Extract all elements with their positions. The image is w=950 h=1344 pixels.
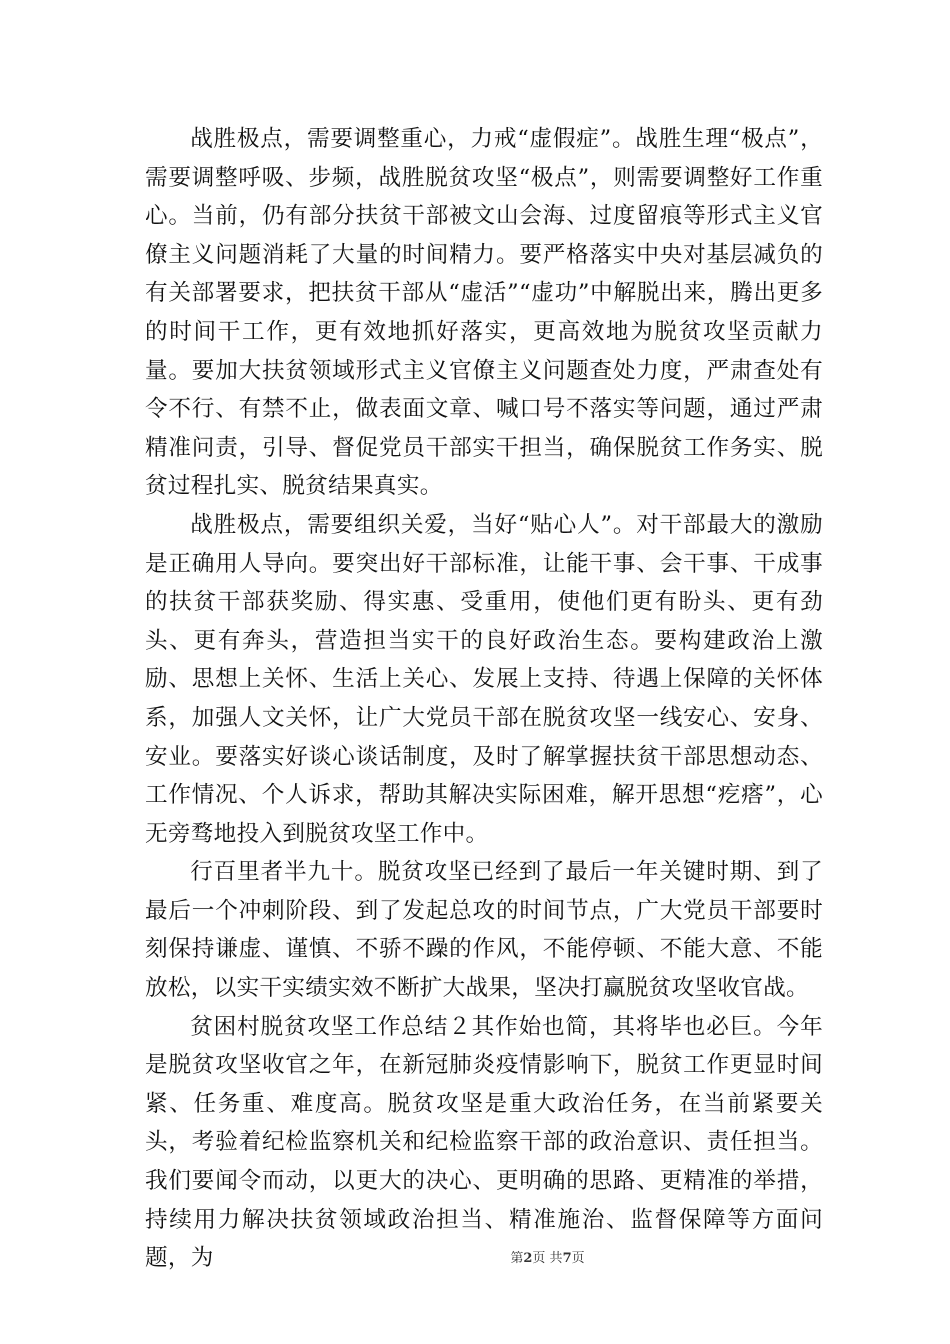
page-footer (0, 1247, 950, 1266)
paragraph-2: 战胜极点，需要组织关爱，当好“贴心人”。对干部最大的激励是正确用人导向。要突出好干部标准，让能干事、会干事、干成事的扶贫干部获奖励、得实惠、受重用，使他们更有盼头、更有劲头、更有奔头，营造担当实干的良好政治生态。要构建政治上激励、思想上关怀、生活上关心、发展上支持、待遇上保障的关怀体系，加强人文关怀，让广大党员干部在脱贫攻坚一线安心、安身、安业。要落实好谈心谈话制度，及时了解掌握扶贫干部思想动态、工作情况、个人诉求，帮助其解决实际困难，解开思想“疙瘩”，心无旁骛地投入到脱贫攻坚工作中。 (145, 511, 823, 847)
footer-prefix: 第 (510, 1251, 524, 1266)
paragraph-3: 行百里者半九十。脱贫攻坚已经到了最后一年关键时期、到了最后一个冲刺阶段、到了发起总攻的时间节点，广大党员干部要时刻保持谦虚、谨慎、不骄不躁的作风，不能停顿、不能大意、不能放松，以实干实绩实效不断扩大战果，坚决打赢脱贫攻坚收官战。 (145, 859, 823, 1002)
paragraph-4: 贫困村脱贫攻坚工作总结２其作始也简，其将毕也必巨。今年是脱贫攻坚收官之年，在新冠肺炎疫情影响下，脱贫工作更显时间紧、任务重、难度高。脱贫攻坚是重大政治任务，在当前紧要关头，考验着纪检监察机关和纪检监察干部的政治意识、责任担当。我们要闻令而动，以更大的决心、更明确的思路、更精准的举措，持续用力解决扶贫领域政治担当、精准施治、监督保障等方面问题，为 (145, 1013, 823, 1272)
footer-current-page: 2 (523, 1251, 533, 1266)
footer-total-pages: 7 (562, 1251, 572, 1266)
footer-suffix: 页 (571, 1251, 585, 1266)
document-body (145, 120, 823, 1278)
paragraph-1: 战胜极点，需要调整重心，力戒“虚假症”。战胜生理“极点”，需要调整呼吸、步频，战胜脱贫攻坚“极点”，则需要调整好工作重心。当前，仍有部分扶贫干部被文山会海、过度留痕等形式主义官僚主义问题消耗了大量的时间精力。要严格落实中央对基层减负的有关部署要求，把扶贫干部从“虚活”“虚功”中解脱出来，腾出更多的时间干工作，更有效地抓好落实，更高效地为脱贫攻坚贡献力量。要加大扶贫领域形式主义官僚主义问题查处力度，严肃查处有令不行、有禁不止，做表面文章、喊口号不落实等问题，通过严肃精准问责，引导、督促党员干部实干担当，确保脱贫工作务实、脱贫过程扎实、脱贫结果真实。 (145, 126, 823, 500)
footer-middle: 页 共 (532, 1251, 563, 1266)
